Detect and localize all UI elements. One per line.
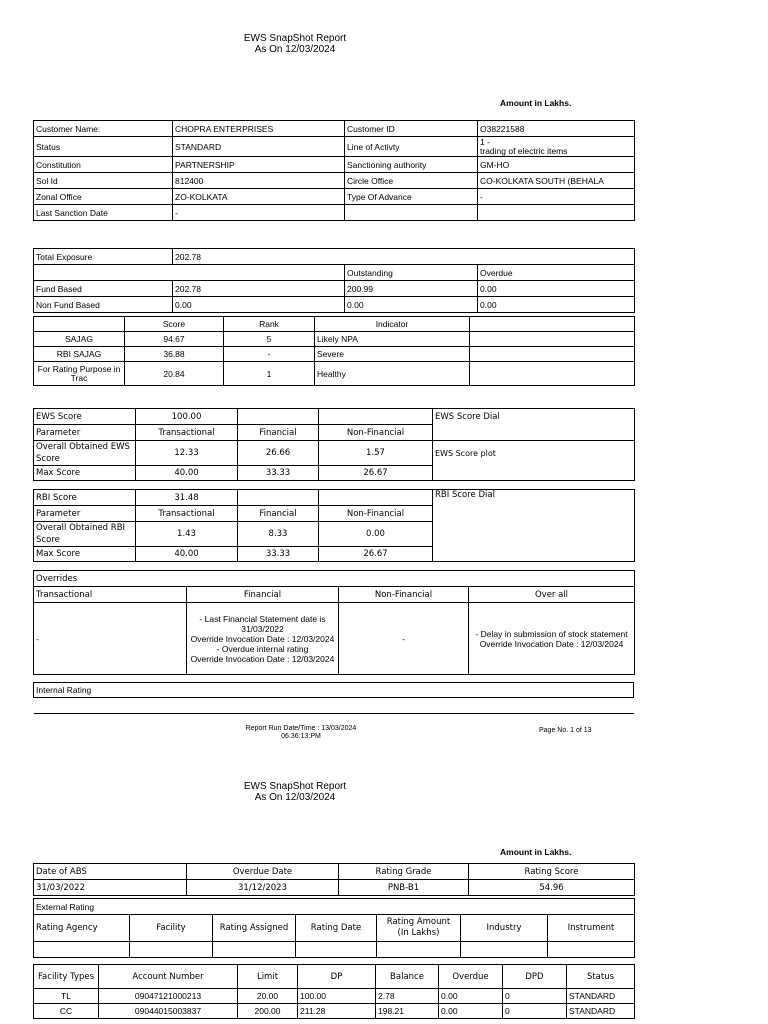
sajag-cell (470, 362, 635, 386)
amount-note: Amount in Lakhs. (500, 98, 572, 108)
outstanding-header: Outstanding (345, 265, 478, 281)
field-value: - (478, 189, 635, 205)
sajag-header: Indicator (315, 317, 470, 332)
external-rating-header: Rating Amount (In Lakhs) (377, 915, 461, 942)
exposure-value: 0.00 (173, 297, 345, 313)
override-header: Transactional (34, 587, 187, 603)
as-on-date-p2: As On 12/03/2024 (254, 792, 336, 803)
external-rating-empty-cell (377, 942, 461, 958)
sajag-header (470, 317, 635, 332)
abs-header: Rating Score (469, 864, 635, 880)
facility-header: Account Number (99, 965, 238, 989)
amount-note-p2: Amount in Lakhs. (500, 847, 572, 857)
external-rating-title: External Rating (34, 899, 635, 915)
field-value: - (173, 205, 345, 221)
sajag-table (33, 316, 635, 386)
rbi-param-header: Financial (238, 506, 319, 522)
rbi-obtained-cell: 8.33 (238, 522, 319, 547)
sajag-cell: 20.84 (125, 362, 224, 386)
sajag-row (34, 362, 635, 386)
overrides-table (33, 570, 635, 675)
ews-param-header: Transactional (136, 425, 238, 441)
rbi-param-header: Parameter (34, 506, 136, 522)
facility-cell: 200.00 (238, 1004, 298, 1019)
plot-area-bottom (433, 466, 635, 481)
total-exposure-label: Total Exposure (34, 249, 173, 265)
field-label: Last Sanction Date (34, 205, 173, 221)
overdue-header: Overdue (478, 265, 635, 281)
facility-header: Limit (238, 965, 298, 989)
override-header: Non-Financial (339, 587, 469, 603)
facility-cell: 100.00 (298, 989, 376, 1004)
override-header: Over all (469, 587, 635, 603)
field-label: Line of Activty (345, 137, 478, 157)
facility-cell: 211.28 (298, 1004, 376, 1019)
field-label: Zonal Office (34, 189, 173, 205)
sajag-row (34, 347, 635, 362)
exposure-row (34, 297, 635, 313)
rbi-max-cell: 26.67 (319, 547, 433, 562)
facility-cell: TL (34, 989, 99, 1004)
rbi-score-dial: RBI Score Dial (433, 490, 635, 562)
sajag-cell: For Rating Purpose in Trac (34, 362, 125, 386)
facility-header: Balance (376, 965, 439, 989)
facilities-table (33, 964, 635, 1019)
facility-cell: 2.78 (376, 989, 439, 1004)
field-label (345, 205, 478, 221)
ews-param-header: Financial (238, 425, 319, 441)
external-rating-empty-cell (461, 942, 548, 958)
ews-score-dial: EWS Score Dial (433, 409, 635, 425)
ews-max-cell: 26.67 (319, 466, 433, 481)
rbi-obtained-cell: Overall Obtained RBI Score (34, 522, 136, 547)
field-label: Customer Name: (34, 121, 173, 137)
ews-obtained-cell: Overall Obtained EWS Score (34, 441, 136, 466)
facility-header: Facility Types (34, 965, 99, 989)
sajag-cell (470, 347, 635, 362)
external-rating-empty-cell (34, 942, 130, 958)
field-label: Status (34, 137, 173, 157)
field-value: CO-KOLKATA SOUTH (BEHALA (478, 173, 635, 189)
exposure-value: 0.00 (478, 281, 635, 297)
abs-value: 54.96 (469, 880, 635, 896)
sajag-cell: Severe (315, 347, 470, 362)
ews-score-label: EWS Score (34, 409, 136, 425)
customer-row (34, 173, 635, 189)
page-number: Page No. 1 of 13 (539, 727, 592, 734)
exposure-label: Non Fund Based (34, 297, 173, 313)
sajag-cell: RBI SAJAG (34, 347, 125, 362)
abs-value: PNB-B1 (339, 880, 469, 896)
rbi-score-label: RBI Score (34, 490, 136, 506)
customer-table (33, 120, 635, 221)
ews-obtained-cell: 12.33 (136, 441, 238, 466)
field-value: PARTNERSHIP (173, 157, 345, 173)
internal-rating-label: Internal Rating (34, 683, 634, 698)
override-non-financial: - (339, 603, 469, 675)
sajag-cell: Likely NPA (315, 332, 470, 347)
override-transactional: - (34, 603, 187, 675)
facility-row (34, 1004, 635, 1019)
field-value: STANDARD (173, 137, 345, 157)
external-rating-header: Rating Agency (34, 915, 130, 942)
sajag-cell (470, 332, 635, 347)
sajag-header (34, 317, 125, 332)
abs-header: Date of ABS (34, 864, 187, 880)
rbi-max-cell: 40.00 (136, 547, 238, 562)
exposure-value: 202.78 (173, 281, 345, 297)
override-header: Financial (187, 587, 339, 603)
ews-obtained-cell: 1.57 (319, 441, 433, 466)
exposure-table (33, 248, 635, 313)
facility-cell: STANDARD (567, 989, 635, 1004)
external-rating-empty-cell (130, 942, 213, 958)
customer-row (34, 121, 635, 137)
sajag-cell: 5 (224, 332, 315, 347)
external-rating-empty-cell (296, 942, 377, 958)
sajag-header: Score (125, 317, 224, 332)
exposure-spacer (34, 265, 345, 281)
field-label: Customer ID (345, 121, 478, 137)
customer-row (34, 157, 635, 173)
exposure-row (34, 281, 635, 297)
field-label: Constitution (34, 157, 173, 173)
internal-rating-table (33, 682, 634, 698)
exposure-value: 200.99 (345, 281, 478, 297)
facility-cell: 0.00 (439, 1004, 503, 1019)
rbi-max-cell: Max Score (34, 547, 136, 562)
dial-area (433, 425, 635, 441)
exposure-value: 0.00 (478, 297, 635, 313)
facility-cell: 0 (503, 1004, 567, 1019)
facility-cell: 09047121000213 (99, 989, 238, 1004)
field-label: Sol Id (34, 173, 173, 189)
facility-row (34, 989, 635, 1004)
report-title-p2: EWS SnapShot Report (243, 781, 347, 792)
rbi-score-table (33, 489, 635, 562)
facility-cell: 09044015003837 (99, 1004, 238, 1019)
facility-cell: 0 (503, 989, 567, 1004)
override-overall: - Delay in submission of stock statement Override Invocation Date : 12/03/2024 (469, 603, 635, 675)
facility-cell: CC (34, 1004, 99, 1019)
exposure-label: Fund Based (34, 281, 173, 297)
ews-score-plot: EWS Score plot (435, 449, 496, 458)
field-label: Type Of Advance (345, 189, 478, 205)
customer-row (34, 189, 635, 205)
rbi-obtained-cell: 1.43 (136, 522, 238, 547)
sajag-cell: 94.67 (125, 332, 224, 347)
external-rating-table (33, 898, 635, 958)
ews-max-cell: Max Score (34, 466, 136, 481)
sajag-cell: 1 (224, 362, 315, 386)
field-value (478, 205, 635, 221)
sajag-cell: - (224, 347, 315, 362)
ews-param-header: Non-Financial (319, 425, 433, 441)
overrides-title: Overrides (34, 571, 635, 587)
external-rating-header: Instrument (548, 915, 635, 942)
sajag-header-row (34, 317, 635, 332)
ews-max-cell: 33.33 (238, 466, 319, 481)
external-rating-header: Industry (461, 915, 548, 942)
facility-cell: 20.00 (238, 989, 298, 1004)
sajag-cell: 36.88 (125, 347, 224, 362)
rbi-max-cell: 33.33 (238, 547, 319, 562)
report-run-date: Report Run Date/Time : 13/03/2024 06:36:13:PM (245, 725, 357, 740)
field-value: O38221588 (478, 121, 635, 137)
abs-header: Overdue Date (187, 864, 339, 880)
abs-header: Rating Grade (339, 864, 469, 880)
sajag-row (34, 332, 635, 347)
external-rating-header: Facility (130, 915, 213, 942)
facility-header: DPD (503, 965, 567, 989)
abs-value: 31/12/2023 (187, 880, 339, 896)
ews-score-value: 100.00 (136, 409, 238, 425)
ews-param-header: Parameter (34, 425, 136, 441)
abs-table (33, 863, 635, 896)
facility-header: DP (298, 965, 376, 989)
customer-row (34, 137, 635, 157)
facility-cell: STANDARD (567, 1004, 635, 1019)
facility-cell: 0.00 (439, 989, 503, 1004)
abs-value: 31/03/2022 (34, 880, 187, 896)
ews-obtained-cell: 26.66 (238, 441, 319, 466)
sajag-cell: SAJAG (34, 332, 125, 347)
override-financial: - Last Financial Statement date is 31/03/2022 Override Invocation Date : 12/03/2024 - Overdue internal rating Override Invocation Date : 12/03/2024 (187, 603, 339, 675)
field-value: 812400 (173, 173, 345, 189)
field-value: ZO-KOLKATA (173, 189, 345, 205)
field-value: 1 - trading of electric items (478, 137, 635, 157)
ews-score-table (33, 408, 635, 481)
field-label: Sanctioning authority (345, 157, 478, 173)
rbi-obtained-cell: 0.00 (319, 522, 433, 547)
customer-row (34, 205, 635, 221)
external-rating-empty-cell (548, 942, 635, 958)
facility-header: Status (567, 965, 635, 989)
report-title: EWS SnapShot Report (243, 33, 347, 44)
field-value: GM-HO (478, 157, 635, 173)
rbi-param-header: Transactional (136, 506, 238, 522)
external-rating-empty-cell (213, 942, 296, 958)
footer-divider (34, 713, 634, 714)
field-value: CHOPRA ENTERPRISES (173, 121, 345, 137)
rbi-score-value: 31.48 (136, 490, 238, 506)
facility-cell: 198.21 (376, 1004, 439, 1019)
sajag-cell: Healthy (315, 362, 470, 386)
external-rating-header: Rating Assigned (213, 915, 296, 942)
rbi-param-header: Non-Financial (319, 506, 433, 522)
ews-max-cell: 40.00 (136, 466, 238, 481)
sajag-header: Rank (224, 317, 315, 332)
exposure-value: 0.00 (345, 297, 478, 313)
facility-header: Overdue (439, 965, 503, 989)
total-exposure-value: 202.78 (173, 249, 635, 265)
field-label: Circle Office (345, 173, 478, 189)
as-on-date: As On 12/03/2024 (254, 44, 336, 55)
external-rating-header: Rating Date (296, 915, 377, 942)
